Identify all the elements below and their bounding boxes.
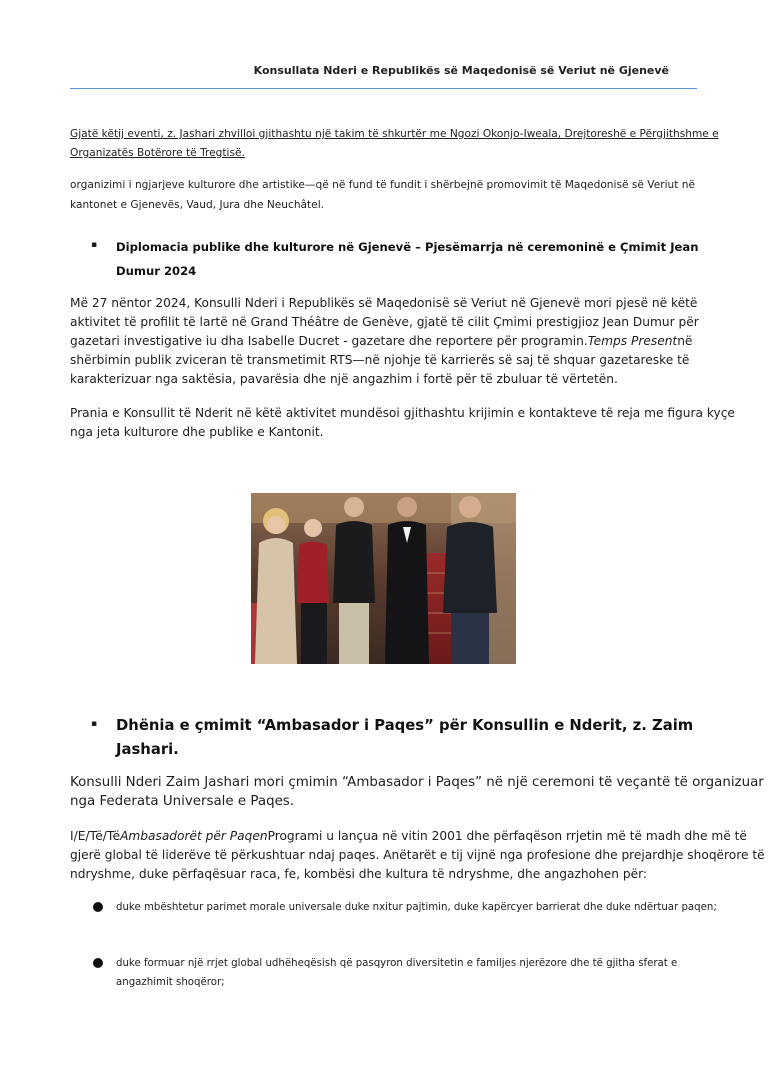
section2-para2-line-1 [70,827,747,846]
list-item-2-line-1: duke formuar një rrjet global udhëheqësish që pasqyron diversitetin e familjes njerëzore dhe të gjitha sferat e [116,958,678,969]
section2-para2-line-3: ndryshme, duke përfaqësuar raca, fe, kombësi dhe kultura të ndryshme, dhe angazhohen për: [70,867,648,881]
section1-para1-line-4: shërbimin publik zviceran të transmetimit RTS—në njohje të karrierës së saj të shquar gazetareske të [70,353,690,367]
section2-para1-line-1: Konsulli Nderi Zaim Jashari mori çmimin “Ambasador i Paqes” në një ceremoni të veçantë të organizuar [70,775,764,790]
header-divider [70,88,697,89]
section2-heading-line-2: Jashari. [116,741,179,758]
section1-heading-line-2: Dumur 2024 [116,264,197,278]
intro-meeting-line-2: Organizatës Botërore të Tregtisë. [70,147,245,159]
section1-bullet: ▪ [91,240,98,250]
list-item-1-line-1: duke mbështetur parimet morale universale duke nxitur pajtimin, duke kapërcyer barrierat dhe duke ndërtuar paqen; [116,902,717,913]
program-name-italic: Temps Present [587,334,678,348]
group-photo-icon [251,493,516,664]
section1-para1-line-2: aktivitet të profilit të lartë në Grand Théâtre de Genève, gjatë të cilit Çmimi prestigjioz Jean Dumur për [70,315,699,329]
section1-heading-line-1: Diplomacia publike dhe kulturore në Gjenevë – Pjesëmarrja në ceremoninë e Çmimit Jean [116,240,699,254]
section2-heading-line-1: Dhënia e çmimit “Ambasador i Paqes” për Konsullin e Nderit, z. Zaim [116,717,694,734]
section1-para1-line-5: karakterizuar nga saktësia, pavarësia dhe një angazhim i fortë për të zbuluar të vërtetën. [70,372,618,386]
page-header-title: Konsullata Nderi e Republikës së Maqedonisë së Veriut në Gjenevë [253,64,669,77]
section1-para1-line-3 [70,332,692,351]
section2-para2-line-2: gjerë global të liderëve të përkushtuar ndaj paqes. Anëtarët e tij vijnë nga profesione dhe prejardhje shoqërore të [70,848,765,862]
section2-bullet: ▪ [91,719,98,729]
list-bullet-dot [93,902,103,912]
list-item-2-line-2: angazhimit shoqëror; [116,977,225,988]
intro-culture-line-2: kantonet e Gjenevës, Vaud, Jura dhe Neuchâtel. [70,199,325,211]
section2-para2-prefix: I/E/Të/Të [70,829,121,843]
section1-para2-line-1: Prania e Konsullit të Nderit në këtë aktivitet mundësoi gjithashtu krijimin e kontakteve të reja me figura kyçe [70,406,735,420]
list-bullet-dot [93,958,103,968]
section1-para2-line-2: nga jeta kulturore dhe publike e Kantonit. [70,425,324,439]
section2-para2-line-1-rest: Programi u lançua në vitin 2001 dhe përfaqëson rrjetin më të madh dhe më të [267,829,747,843]
intro-culture-line-1: organizimi i ngjarjeve kulturore dhe artistike—që në fund të fundit i shërbejnë promovimit të Maqedonisë së Veriut në [70,179,695,191]
section1-para1-line-3-end: në [677,334,693,348]
intro-meeting-line-1: Gjatë këtij eventi, z. Jashari zhvilloi gjithashtu një takim të shkurtër me Ngozi Okonjo-Iweala, Drejtoreshë e Përgjithshme e [70,128,719,140]
ambassadors-for-peace-italic: Ambasadorët për Paqen [120,829,268,843]
section1-para1-line-3-text: gazetari investigative iu dha Isabelle Ducret - gazetare dhe reportere për programin. [70,334,588,348]
group-photo [251,493,516,664]
section2-para1-line-2: nga Federata Universale e Paqes. [70,794,295,809]
section1-para1-line-1: Më 27 nëntor 2024, Konsulli Nderi i Republikës së Maqedonisë së Veriut në Gjenevë mori pjesë në këtë [70,296,698,310]
